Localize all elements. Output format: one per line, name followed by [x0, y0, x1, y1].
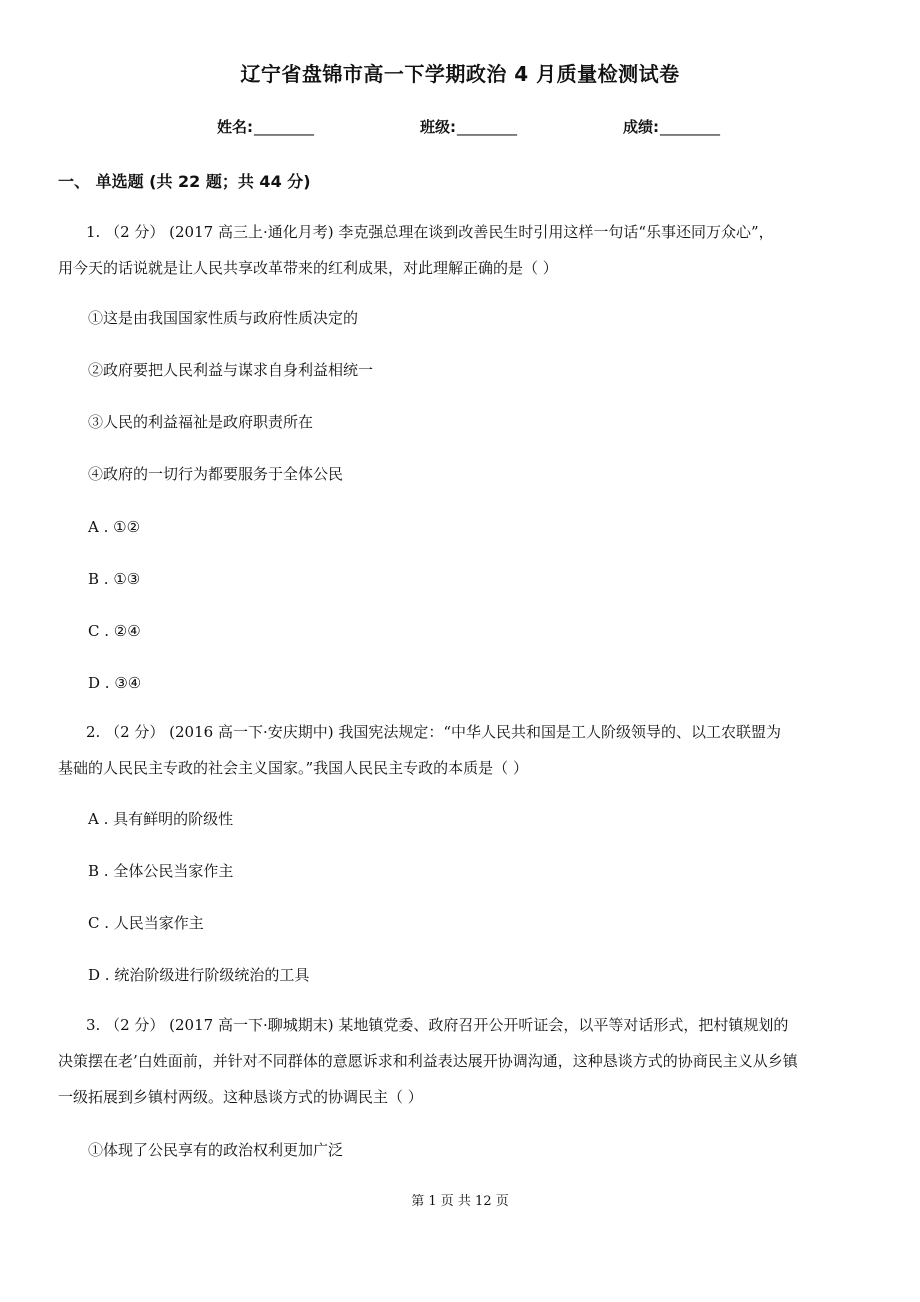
- question-3-stem-line-2: 决策摆在老’白姓面前，并针对不同群体的意愿诉求和利益表达展开协调沟通，这种恳谈方式的协商民主义从乡镇: [58, 1052, 798, 1070]
- question-1-option-d[interactable]: D . ③④: [88, 674, 142, 692]
- score-label: 成绩:: [623, 118, 659, 136]
- score-blank: ________: [660, 118, 720, 136]
- question-1-statement-4: ④政府的一切行为都要服务于全体公民: [88, 465, 344, 483]
- class-label: 班级:: [420, 118, 456, 136]
- question-2-option-b[interactable]: B . 全体公民当家作主: [88, 862, 234, 880]
- question-2-option-c[interactable]: C . 人民当家作主: [88, 914, 204, 932]
- score-field: [623, 116, 720, 137]
- question-1-stem-line-1: 1. （2 分） (2017 高三上·通化月考) 李克强总理在谈到改善民生时引用这样一句话“乐事还同万众心”，: [86, 223, 774, 241]
- question-2-option-d[interactable]: D . 统治阶级进行阶级统治的工具: [88, 966, 310, 984]
- page-footer: 第 1 页 共 12 页: [411, 1194, 509, 1209]
- name-field: [217, 116, 314, 137]
- question-1-statement-3: ③人民的利益福祉是政府职责所在: [88, 413, 314, 431]
- name-blank: ________: [254, 118, 314, 136]
- class-field: [420, 116, 517, 137]
- class-blank: ________: [457, 118, 517, 136]
- section-heading: 一、 单选题 (共 22 题；共 44 分): [58, 172, 311, 191]
- question-1-stem-line-2: 用今天的话说就是让人民共享改革带来的红利成果，对此理解正确的是（ ）: [58, 259, 558, 277]
- question-1-option-c[interactable]: C . ②④: [88, 622, 141, 640]
- question-1-statement-2: ②政府要把人民利益与谋求自身利益相统一: [88, 361, 374, 379]
- question-3-stem-line-3: 一级拓展到乡镇村两级。这种恳谈方式的协调民主（ ）: [58, 1088, 423, 1106]
- exam-title: 辽宁省盘锦市高一下学期政治 4 月质量检测试卷: [240, 62, 680, 86]
- student-info-row: [0, 116, 920, 140]
- name-label: 姓名:: [217, 118, 253, 136]
- question-2-stem-line-2: 基础的人民民主专政的社会主义国家。”我国人民民主专政的本质是（ ）: [58, 759, 528, 777]
- question-3-statement-1: ①体现了公民享有的政治权利更加广泛: [88, 1141, 344, 1159]
- question-1-statement-1: ①这是由我国国家性质与政府性质决定的: [88, 309, 359, 327]
- question-3-stem-line-1: 3. （2 分） (2017 高一下·聊城期末) 某地镇党委、政府召开公开听证会，以平等对话形式，把村镇规划的: [86, 1016, 789, 1034]
- question-1-option-b[interactable]: B . ①③: [88, 570, 141, 588]
- question-1-option-a[interactable]: A . ①②: [88, 518, 141, 536]
- question-2-option-a[interactable]: A . 具有鲜明的阶级性: [88, 810, 234, 828]
- question-2-stem-line-1: 2. （2 分） (2016 高一下·安庆期中) 我国宪法规定：“中华人民共和国是工人阶级领导的、以工农联盟为: [86, 723, 782, 741]
